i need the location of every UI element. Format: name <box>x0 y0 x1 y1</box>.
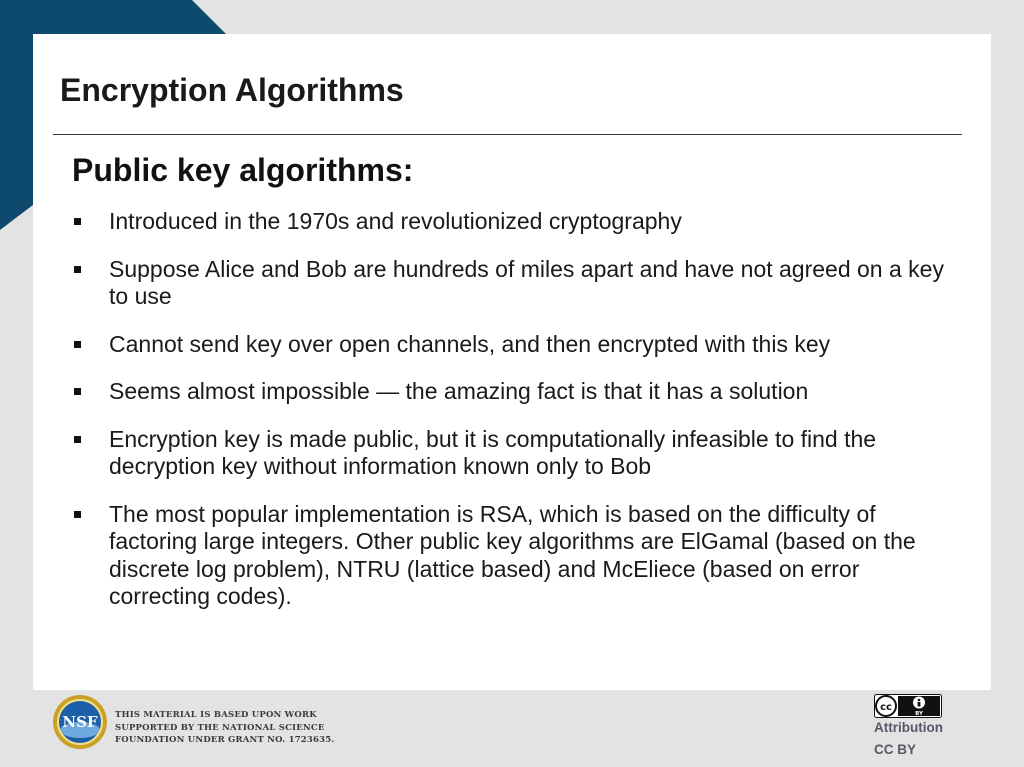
license-code: CC BY <box>874 742 917 757</box>
bullet-list <box>72 208 952 631</box>
svg-text:cc: cc <box>880 702 892 713</box>
cc-icon <box>876 696 896 716</box>
square-bullet-icon <box>74 341 81 348</box>
bullet-text: Introduced in the 1970s and revolutionized cryptography <box>109 208 682 234</box>
nsf-logo-icon <box>52 694 108 750</box>
square-bullet-icon <box>74 511 81 518</box>
square-bullet-icon <box>74 218 81 225</box>
bullet-item <box>72 208 952 236</box>
section-heading: Public key algorithms: <box>72 152 414 188</box>
square-bullet-icon <box>74 388 81 395</box>
bullet-text: Encryption key is made public, but it is computationally infeasible to find the decryption key without information known only to Bob <box>109 425 877 479</box>
square-bullet-icon <box>74 436 81 443</box>
license-name: Attribution <box>874 720 943 735</box>
bullet-text: Seems almost impossible — the amazing fact is that it has a solution <box>109 378 809 404</box>
slide-title: Encryption Algorithms <box>60 72 404 108</box>
title-divider <box>53 134 962 135</box>
cc-by-badge <box>874 694 942 718</box>
bullet-text: Suppose Alice and Bob are hundreds of miles apart and have not agreed on a key to use <box>109 255 944 309</box>
bullet-text: Cannot send key over open channels, and then encrypted with this key <box>109 330 831 357</box>
bullet-text: The most popular implementation is RSA, which is based on the difficulty of factoring large integers. Other public key algorithms are ElGamal (based on the discrete log problem), NTRU (lattice based) and McEliece (based on error correcting codes). <box>109 500 916 609</box>
bullet-item <box>72 331 952 359</box>
bullet-item <box>72 426 952 481</box>
grant-line: SUPPORTED BY THE NATIONAL SCIENCE <box>115 722 325 733</box>
grant-line: THIS MATERIAL IS BASED UPON WORK <box>115 710 317 720</box>
square-bullet-icon <box>74 266 81 273</box>
bullet-item <box>72 501 952 611</box>
nsf-logo-text: NSF <box>62 713 98 731</box>
grant-line: FOUNDATION UNDER GRANT NO. 1723635. <box>115 735 335 745</box>
grant-acknowledgement <box>115 709 375 747</box>
cc-by-label: BY <box>915 711 923 717</box>
bullet-item <box>72 256 952 311</box>
by-person-icon <box>913 697 925 709</box>
bullet-item <box>72 378 952 406</box>
